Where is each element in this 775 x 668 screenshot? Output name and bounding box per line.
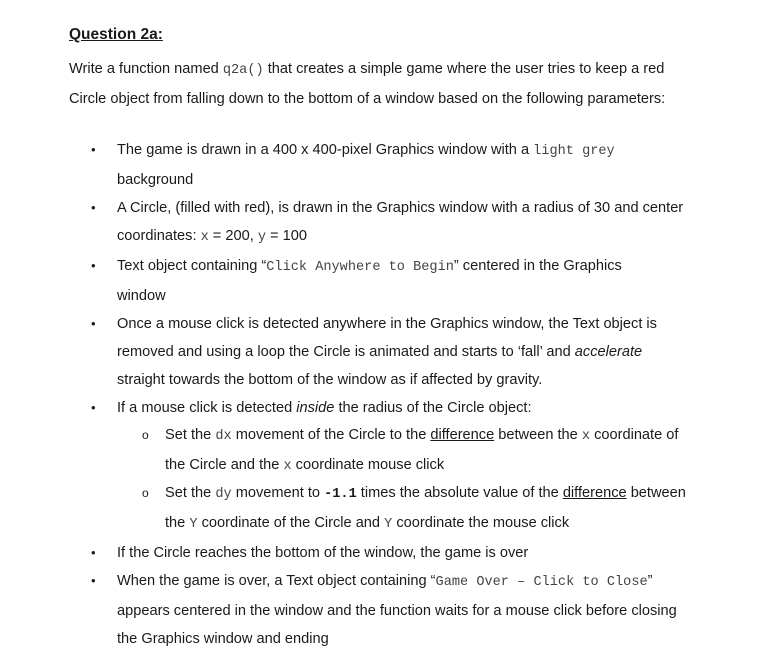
sub-bullet-dx: o Set the dx movement of the Circle to the difference between the x coordinate of the Circle and the x coordinate mouse click: [165, 421, 765, 481]
click-anywhere-code: Click Anywhere to Begin: [266, 260, 454, 275]
bullet-game-over-text: • When the game is over, a Text object containing “Game Over – Click to Close” appears centered in the window and the function waits for a mouse click before closing the Graphics window and ending: [117, 567, 767, 653]
sub-bullet-dy: o Set the dy movement to -1.1 times the absolute value of the difference between the Y coordinate of the Circle and Y coordinate the mouse click: [165, 479, 765, 539]
game-over-code: Game Over – Click to Close: [435, 575, 648, 590]
function-name-code: q2a(): [222, 63, 264, 78]
bullet-inside-click: • If a mouse click is detected inside the radius of the Circle object:: [117, 394, 767, 422]
bullet-text-object: • Text object containing “Click Anywhere to Begin” centered in the Graphics window: [117, 252, 767, 310]
bullet-circle: • A Circle, (filled with red), is drawn in the Graphics window with a radius of 30 and center coordinates: x = 200, y = 100: [117, 194, 767, 252]
question-title: Question 2a:: [69, 26, 163, 43]
intro-line-2: Circle object from falling down to the bottom of a window based on the following parameters:: [69, 91, 666, 107]
bullet-mouse-click: • Once a mouse click is detected anywhere in the Graphics window, the Text object is removed and using a loop the Circle is animated and starts to ‘fall’ and accelerate straight towards the bottom of the window as if affected by gravity.: [117, 310, 767, 394]
light-grey-code: light grey: [533, 144, 615, 159]
question-intro: [69, 55, 759, 114]
intro-line-1: Write a function named q2a() that creates a simple game where the user tries to keep a red: [69, 61, 665, 78]
bullet-game-over-condition: • If the Circle reaches the bottom of the window, the game is over: [117, 539, 767, 567]
bullet-window: • The game is drawn in a 400 x 400-pixel Graphics window with a light grey background: [117, 136, 767, 194]
